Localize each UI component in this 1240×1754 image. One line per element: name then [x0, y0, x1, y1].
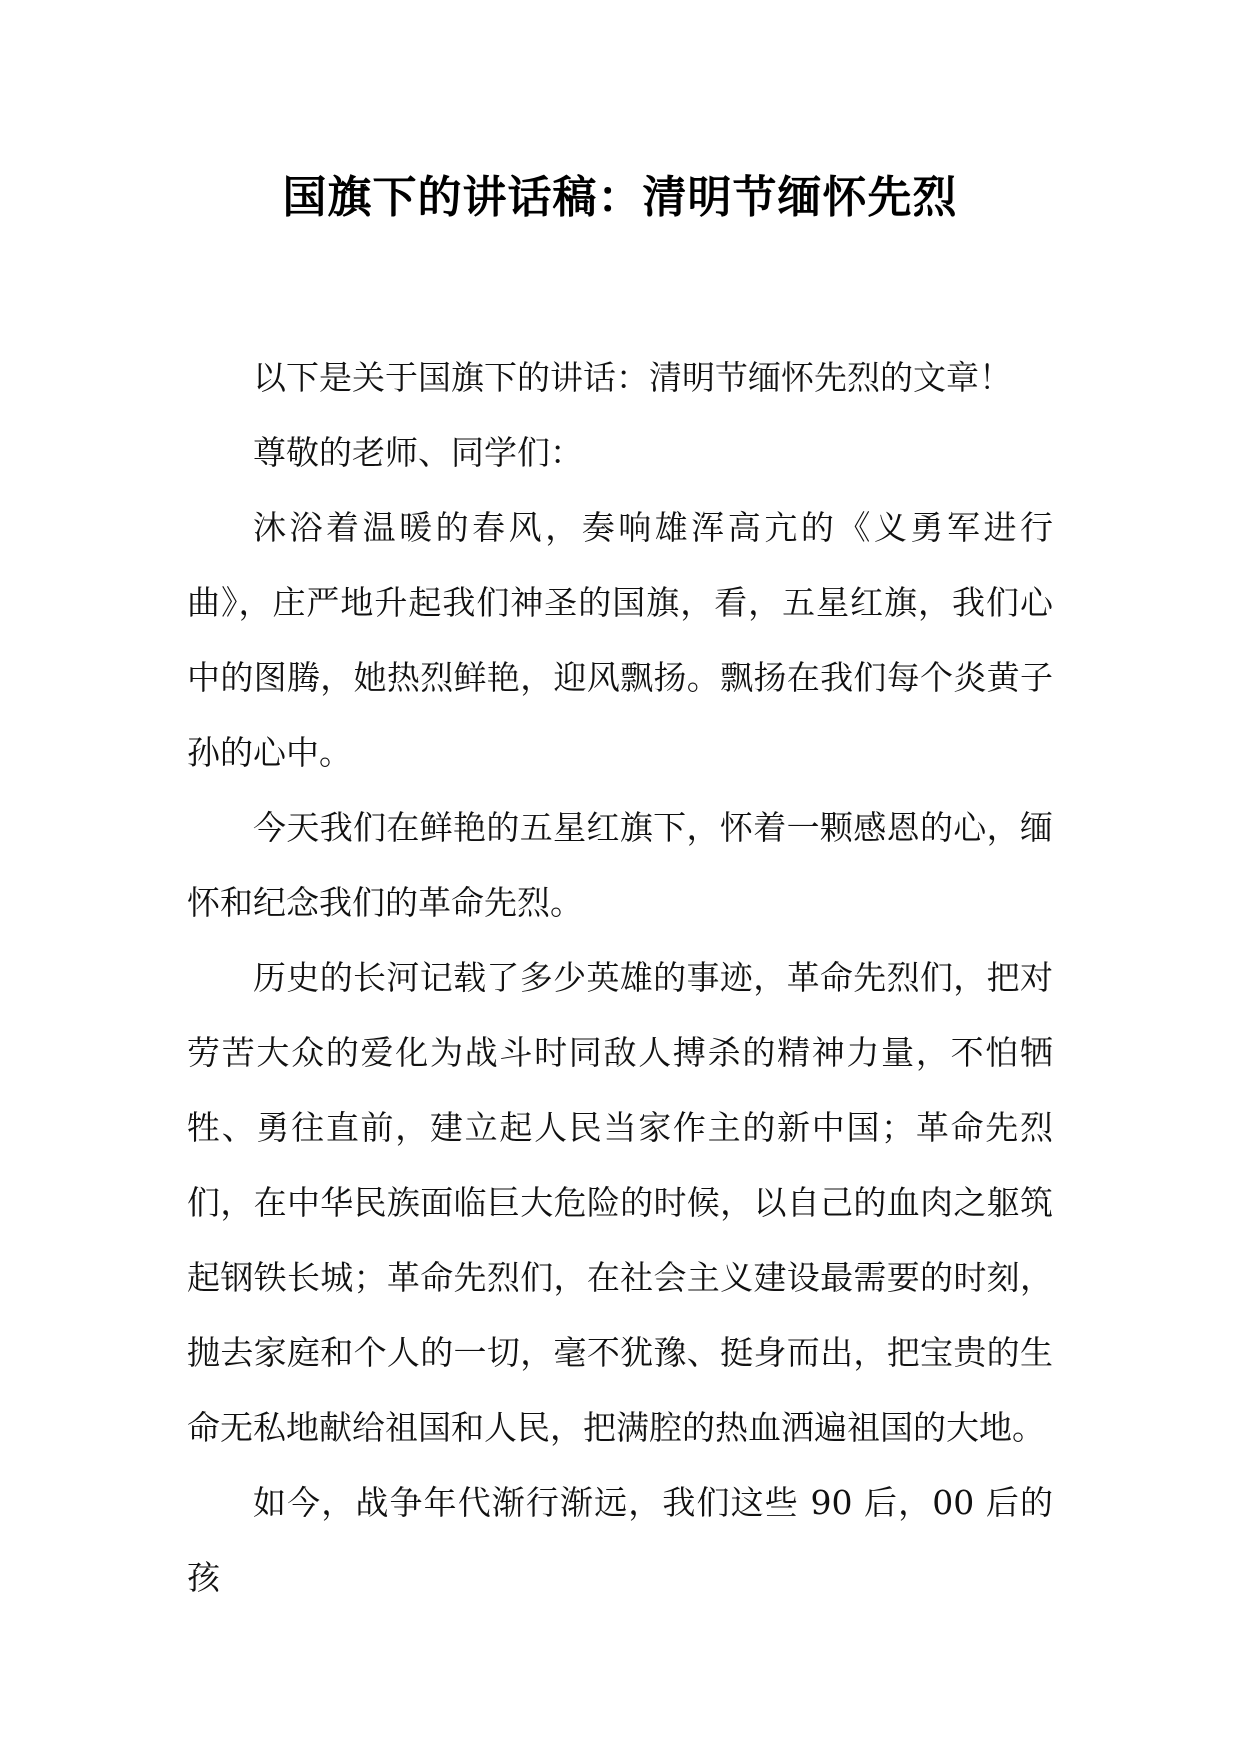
document-body: [187, 340, 1053, 1615]
paragraph-intro: 以下是关于国旗下的讲话：清明节缅怀先烈的文章！: [253, 358, 1012, 397]
paragraph-history: 历史的长河记载了多少英雄的事迹，革命先烈们，把对劳苦大众的爱化为战斗时同敌人搏杀的精神力量，不怕牺牲、勇往直前，建立起人民当家作主的新中国；革命先烈们，在中华民族面临巨大危险的时候，以自己的血肉之躯筑起钢铁长城；革命先烈们，在社会主义建设最需要的时刻，抛去家庭和个人的一切，毫不犹豫、挺身而出，把宝贵的生命无私地献给祖国和人民，把满腔的热血洒遍祖国的大地。: [187, 958, 1053, 1447]
paragraph-nowadays: 如今，战争年代渐行渐远，我们这些 90 后，00 后的孩: [187, 1483, 1053, 1597]
paragraph-gratitude: 今天我们在鲜艳的五星红旗下，怀着一颗感恩的心，缅怀和纪念我们的革命先烈。: [187, 808, 1053, 922]
paragraph-spring-wind: 沐浴着温暖的春风，奏响雄浑高亢的《义勇军进行曲》，庄严地升起我们神圣的国旗，看，五星红旗，我们心中的图腾，她热烈鲜艳，迎风飘扬。飘扬在我们每个炎黄子孙的心中。: [187, 508, 1053, 772]
page-title: 国旗下的讲话稿：清明节缅怀先烈: [282, 172, 958, 223]
paragraph-salutation: 尊敬的老师、同学们：: [253, 433, 583, 472]
